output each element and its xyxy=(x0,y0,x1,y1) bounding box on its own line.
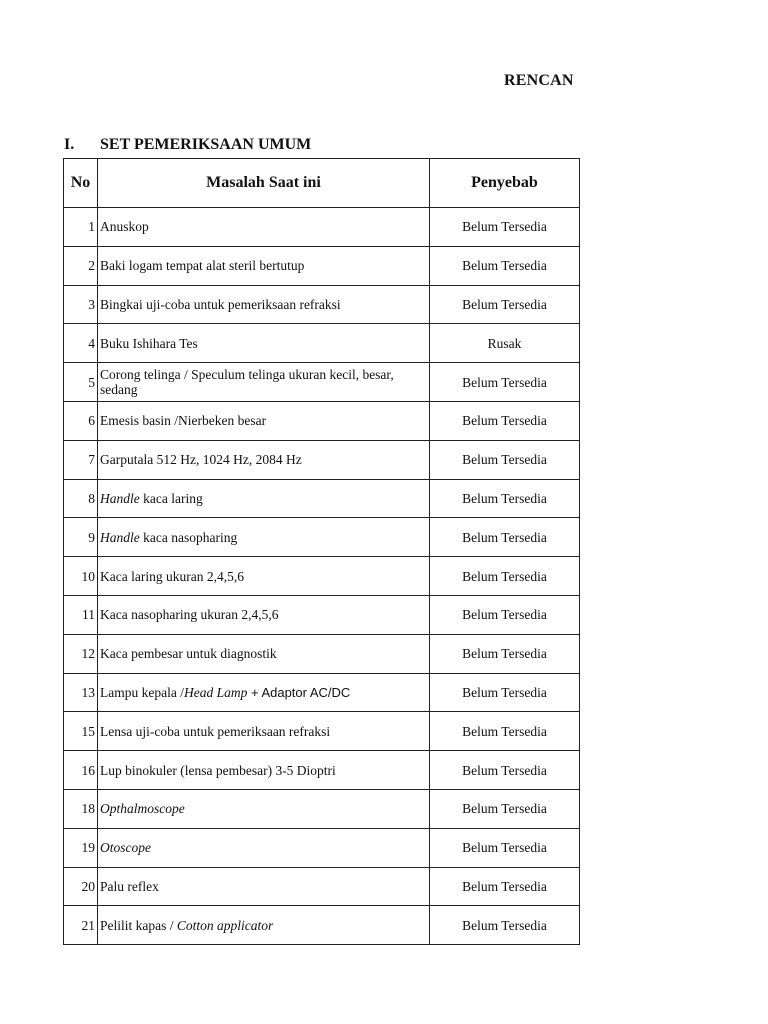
issue-text-segment: Lensa uji-coba untuk pemeriksaan refraksi xyxy=(100,723,331,739)
row-issue xyxy=(98,634,430,673)
issue-text-segment: Handle xyxy=(100,529,140,545)
table-row xyxy=(64,401,580,440)
issue-text-segment: Anuskop xyxy=(100,219,149,235)
issue-text-segment: Cotton applicator xyxy=(176,917,274,933)
row-cause: Belum Tersedia xyxy=(430,867,580,906)
row-cause: Belum Tersedia xyxy=(430,208,580,247)
row-number: 11 xyxy=(64,595,98,634)
issue-text-segment: Buku Ishihara Tes xyxy=(100,335,198,351)
issue-text-segment: Emesis basin /Nierbeken besar xyxy=(100,413,267,429)
row-number: 6 xyxy=(64,401,98,440)
issue-text-segment: Handle xyxy=(100,490,140,506)
issue-text-segment: Kaca laring ukuran 2,4,5,6 xyxy=(100,568,244,584)
issue-text-segment: kaca nasopharing xyxy=(139,529,238,545)
row-issue xyxy=(98,712,430,751)
section-number: I. xyxy=(64,136,75,153)
issue-text-segment: Pelilit kapas / xyxy=(100,917,177,933)
row-cause: Belum Tersedia xyxy=(430,828,580,867)
row-number: 4 xyxy=(64,324,98,363)
table-row xyxy=(64,751,580,790)
issue-text-segment: Bingkai uji-coba untuk pemeriksaan refraksi xyxy=(100,296,341,312)
issue-text-segment: Otoscope xyxy=(100,840,151,856)
header-no: No xyxy=(64,159,98,208)
issue-text-segment: Kaca pembesar untuk diagnostik xyxy=(100,646,277,662)
issue-text-segment: Lup binokuler (lensa pembesar) 3-5 Dioptri xyxy=(100,762,336,778)
section-title: SET PEMERIKSAAN UMUM xyxy=(100,136,312,153)
row-number: 3 xyxy=(64,285,98,324)
row-issue xyxy=(98,906,430,945)
header-cause: Penyebab xyxy=(430,159,580,208)
row-issue xyxy=(98,363,430,402)
table-row xyxy=(64,634,580,673)
document-title: RENCAN xyxy=(504,72,574,89)
row-issue xyxy=(98,401,430,440)
table-row xyxy=(64,324,580,363)
table-row xyxy=(64,673,580,712)
table-row xyxy=(64,246,580,285)
table-row xyxy=(64,789,580,828)
table-row xyxy=(64,285,580,324)
row-number: 7 xyxy=(64,440,98,479)
row-number: 10 xyxy=(64,557,98,596)
row-cause: Belum Tersedia xyxy=(430,595,580,634)
issue-text-segment: Corong telinga / Speculum telinga ukuran kecil, besar, sedang xyxy=(100,367,394,398)
issue-text-segment: kaca laring xyxy=(139,490,203,506)
issue-text-segment: Baki logam tempat alat steril bertutup xyxy=(100,258,305,274)
row-cause: Belum Tersedia xyxy=(430,363,580,402)
row-number: 12 xyxy=(64,634,98,673)
row-number: 16 xyxy=(64,751,98,790)
row-cause: Belum Tersedia xyxy=(430,751,580,790)
row-cause: Belum Tersedia xyxy=(430,285,580,324)
issue-text-segment: Head Lamp xyxy=(183,684,248,700)
row-cause: Rusak xyxy=(430,324,580,363)
row-number: 20 xyxy=(64,867,98,906)
table-row xyxy=(64,828,580,867)
row-cause: Belum Tersedia xyxy=(430,479,580,518)
table-row xyxy=(64,867,580,906)
row-issue xyxy=(98,557,430,596)
row-number: 18 xyxy=(64,789,98,828)
row-issue xyxy=(98,789,430,828)
table-header-row xyxy=(64,159,580,208)
issue-text-segment: + Adaptor AC/DC xyxy=(247,684,351,700)
row-issue xyxy=(98,595,430,634)
table-row xyxy=(64,906,580,945)
table-row xyxy=(64,479,580,518)
row-number: 13 xyxy=(64,673,98,712)
row-issue xyxy=(98,440,430,479)
row-issue xyxy=(98,751,430,790)
row-cause: Belum Tersedia xyxy=(430,712,580,751)
row-number: 2 xyxy=(64,246,98,285)
issue-text-segment: Opthalmoscope xyxy=(100,801,185,817)
issue-text-segment: Kaca nasopharing ukuran 2,4,5,6 xyxy=(100,607,279,623)
table-body xyxy=(64,208,580,945)
issue-text-segment: Lampu kepala / xyxy=(100,684,184,700)
row-number: 9 xyxy=(64,518,98,557)
row-cause: Belum Tersedia xyxy=(430,557,580,596)
row-number: 1 xyxy=(64,208,98,247)
row-issue xyxy=(98,479,430,518)
table-row xyxy=(64,208,580,247)
row-issue xyxy=(98,208,430,247)
header-issue: Masalah Saat ini xyxy=(98,159,430,208)
row-cause: Belum Tersedia xyxy=(430,246,580,285)
row-issue xyxy=(98,246,430,285)
equipment-table xyxy=(63,158,580,945)
row-issue xyxy=(98,828,430,867)
row-number: 5 xyxy=(64,363,98,402)
row-issue xyxy=(98,673,430,712)
row-number: 15 xyxy=(64,712,98,751)
row-cause: Belum Tersedia xyxy=(430,518,580,557)
row-cause: Belum Tersedia xyxy=(430,440,580,479)
row-issue xyxy=(98,518,430,557)
row-cause: Belum Tersedia xyxy=(430,789,580,828)
row-cause: Belum Tersedia xyxy=(430,673,580,712)
row-cause: Belum Tersedia xyxy=(430,634,580,673)
table-row xyxy=(64,518,580,557)
row-issue xyxy=(98,324,430,363)
table-row xyxy=(64,712,580,751)
row-number: 21 xyxy=(64,906,98,945)
table-row xyxy=(64,440,580,479)
table-row xyxy=(64,363,580,402)
issue-text-segment: Palu reflex xyxy=(100,878,159,894)
row-cause: Belum Tersedia xyxy=(430,401,580,440)
row-number: 8 xyxy=(64,479,98,518)
table-row xyxy=(64,595,580,634)
row-cause: Belum Tersedia xyxy=(430,906,580,945)
table-row xyxy=(64,557,580,596)
issue-text-segment: Garputala 512 Hz, 1024 Hz, 2084 Hz xyxy=(100,452,302,468)
row-number: 19 xyxy=(64,828,98,867)
row-issue xyxy=(98,285,430,324)
section-heading xyxy=(64,136,311,154)
row-issue xyxy=(98,867,430,906)
